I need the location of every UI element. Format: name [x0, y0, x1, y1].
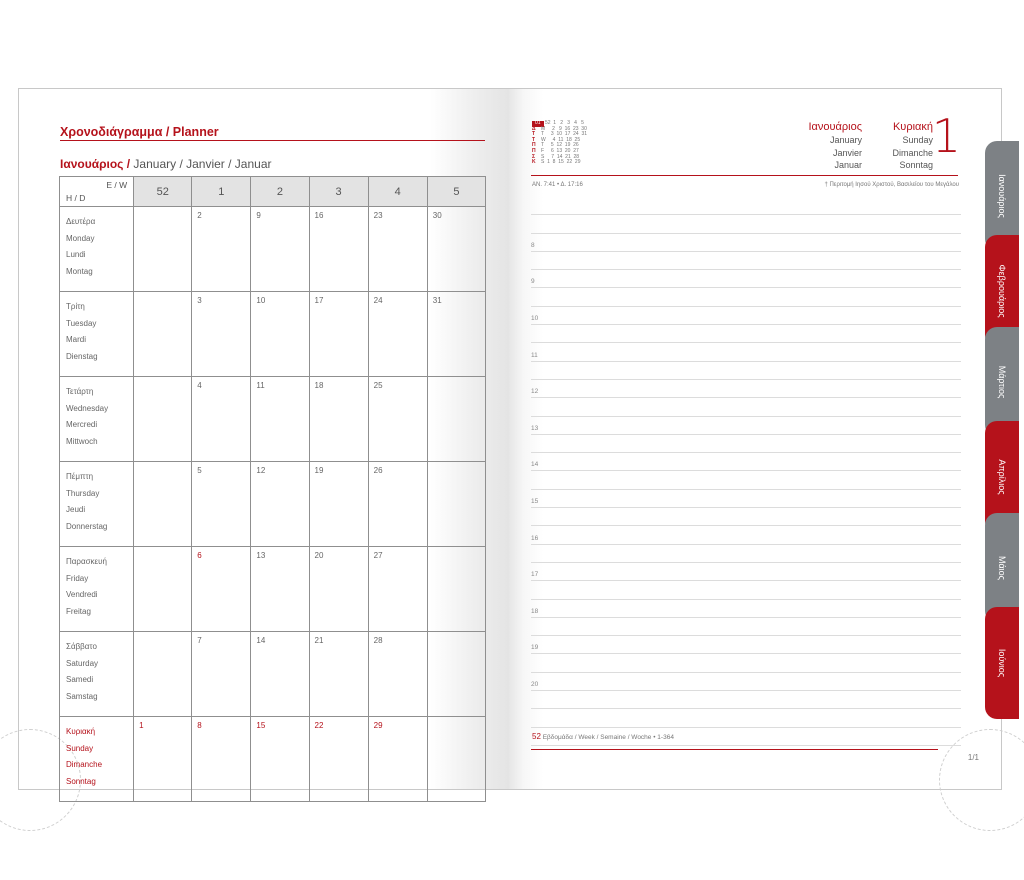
date-cell[interactable] [134, 547, 192, 632]
month-tab-label: Ιανουάριος [997, 174, 1007, 218]
weekday-greek: Κυριακή [892, 121, 933, 133]
hour-label: 17 [531, 571, 539, 579]
month-translations: January Janvier Januar [829, 135, 862, 171]
month-separator: / [126, 157, 131, 171]
hour-label: 18 [531, 607, 539, 615]
date-cell[interactable]: 14 [251, 632, 309, 717]
date-cell[interactable] [427, 377, 485, 462]
date-cell[interactable] [134, 462, 192, 547]
hour-line[interactable] [531, 471, 961, 489]
hour-label: 20 [531, 681, 539, 689]
date-cell[interactable]: 6 [192, 547, 251, 632]
planner-spread [18, 88, 1007, 790]
hour-line[interactable] [531, 563, 961, 581]
footer-rule [531, 749, 938, 750]
week-header-cell: 52 [134, 177, 192, 207]
date-cell[interactable]: 13 [251, 547, 309, 632]
day-name-cell: Παρασκευή Friday Vendredi Freitag [60, 547, 134, 632]
week-header-cell: 3 [309, 177, 368, 207]
table-row [60, 547, 486, 632]
date-cell[interactable]: 26 [368, 462, 427, 547]
month-tab-label: Ιούνιος [997, 648, 1007, 678]
page-title: Χρονοδιάγραμμα / Planner [60, 125, 219, 139]
right-page [509, 89, 1007, 789]
hour-line[interactable] [531, 691, 961, 709]
hour-line[interactable] [531, 417, 961, 435]
date-cell[interactable] [427, 462, 485, 547]
mini-calendar-day-label: Σ [532, 153, 536, 160]
hour-line[interactable] [531, 343, 961, 361]
hour-label: 14 [531, 461, 539, 469]
mini-calendar-day-label: Τ [532, 136, 536, 143]
hour-line[interactable] [531, 508, 961, 526]
hour-label: 15 [531, 498, 539, 506]
week-header-cell: 1 [192, 177, 251, 207]
date-cell[interactable]: 7 [192, 632, 251, 717]
mini-calendar-dates: F 6 13 20 27 [541, 147, 579, 154]
date-cell[interactable] [427, 547, 485, 632]
month-tab-label: Απρίλιος [997, 459, 1007, 495]
hour-line[interactable] [531, 215, 961, 233]
week-axis-label: E / W [106, 180, 128, 190]
table-row [60, 207, 486, 292]
hour-line[interactable] [531, 325, 961, 343]
mini-calendar-dates: W 4 11 18 25 [541, 136, 581, 143]
week-header-cell: 4 [368, 177, 427, 207]
date-cell[interactable] [134, 207, 192, 292]
date-cell[interactable]: 10 [251, 292, 309, 377]
mini-calendar-day-label: Δ [532, 125, 536, 132]
date-cell[interactable]: 5 [192, 462, 251, 547]
week-number: 52 [532, 732, 541, 741]
date-cell[interactable]: 1 [134, 717, 192, 802]
hour-label: 19 [531, 644, 539, 652]
date-cell[interactable] [427, 717, 485, 802]
week-header-row [60, 177, 486, 207]
month-tab-label: Μάρτιος [997, 365, 1007, 399]
week-footer [532, 732, 674, 741]
mini-calendar-dates: T 5 12 19 26 [541, 142, 579, 149]
date-cell[interactable]: 12 [251, 462, 309, 547]
date-cell[interactable]: 31 [427, 292, 485, 377]
hour-label: 11 [531, 351, 538, 359]
header-rule [531, 175, 958, 176]
date-cell[interactable] [134, 377, 192, 462]
week-footer-text: Εβδομάδα / Week / Semaine / Woche • 1-364 [540, 734, 674, 741]
hour-line[interactable] [531, 581, 961, 599]
table-row [60, 632, 486, 717]
mini-calendar-day-label: Κ [532, 159, 536, 166]
month-other-languages: January / Janvier / Januar [130, 157, 272, 171]
week-header-cell: 5 [427, 177, 485, 207]
hour-line[interactable] [531, 252, 961, 270]
hour-line[interactable] [531, 490, 961, 508]
month-heading [60, 157, 272, 171]
weekday-translations: Sunday Dimanche Sonntag [892, 135, 933, 171]
date-cell[interactable]: 2 [192, 207, 251, 292]
date-cell[interactable]: 22 [309, 717, 368, 802]
mini-calendar-weeks: 52 1 2 3 4 5 [543, 120, 584, 126]
date-cell[interactable]: 16 [309, 207, 368, 292]
mini-calendar-day-label: Π [532, 147, 536, 154]
date-cell[interactable]: 29 [368, 717, 427, 802]
date-cell[interactable]: 28 [368, 632, 427, 717]
month-tab-label: Φεβρουάριος [997, 264, 1007, 318]
month-greek: Ιανουάριος [808, 121, 862, 133]
month-greek: Ιανουάριος [60, 157, 124, 171]
date-cell[interactable]: 3 [192, 292, 251, 377]
date-cell[interactable]: 9 [251, 207, 309, 292]
hour-line[interactable] [531, 453, 961, 471]
date-cell[interactable]: 25 [368, 377, 427, 462]
date-cell[interactable]: 17 [309, 292, 368, 377]
left-page [19, 89, 509, 789]
hour-line[interactable] [531, 307, 961, 325]
mini-calendar-dates: S 7 14 21 28 [541, 153, 580, 160]
hour-line[interactable] [531, 545, 961, 563]
hour-lines [531, 197, 961, 746]
day-name-cell: Τρίτη Tuesday Mardi Dienstag [60, 292, 134, 377]
mini-calendar-dates: S 1 8 15 22 29 [541, 159, 581, 166]
mini-calendar-dates: T 3 10 17 24 31 [541, 131, 588, 138]
month-tab-label: Μάιος [997, 555, 1007, 581]
day-name-cell: Κυριακή Sunday Dimanche Sonntag [60, 717, 134, 802]
hour-label: 12 [531, 388, 539, 396]
hour-line[interactable] [531, 673, 961, 691]
date-cell[interactable]: 23 [368, 207, 427, 292]
hour-line[interactable] [531, 362, 961, 380]
day-name-cell: Σάββατο Saturday Samedi Samstag [60, 632, 134, 717]
hour-line[interactable] [531, 197, 961, 215]
day-name-cell: Πέμπτη Thursday Jeudi Donnerstag [60, 462, 134, 547]
date-cell[interactable]: 24 [368, 292, 427, 377]
mini-calendar-day-label: Π [532, 142, 536, 149]
mini-calendar [532, 121, 587, 166]
sunrise-sunset: ΑΝ. 7:41 • Δ. 17:16 [532, 182, 583, 188]
date-cell[interactable]: 21 [309, 632, 368, 717]
date-cell[interactable]: 27 [368, 547, 427, 632]
hour-label: 10 [531, 315, 539, 323]
hour-label: 8 [531, 241, 535, 249]
date-cell[interactable] [134, 292, 192, 377]
name-day-note: † Περιτομή Ιησού Χριστού, Βασιλείου του Μεγάλου [824, 182, 959, 188]
month-tab[interactable] [985, 607, 1019, 719]
date-cell[interactable]: 15 [251, 717, 309, 802]
week-header-cell: 2 [251, 177, 309, 207]
date-cell[interactable]: 19 [309, 462, 368, 547]
day-name-cell: Δευτέρα Monday Lundi Montag [60, 207, 134, 292]
hour-line[interactable] [531, 380, 961, 398]
hour-line[interactable] [531, 526, 961, 544]
date-cell[interactable]: 4 [192, 377, 251, 462]
table-row [60, 377, 486, 462]
hour-line[interactable] [531, 654, 961, 672]
date-cell[interactable]: 20 [309, 547, 368, 632]
day-axis-label: H / D [66, 193, 86, 203]
hour-line[interactable] [531, 636, 961, 654]
date-cell[interactable] [427, 632, 485, 717]
mini-calendar-row [532, 160, 587, 166]
date-cell[interactable] [134, 632, 192, 717]
hour-line[interactable] [531, 234, 961, 252]
hour-line[interactable] [531, 709, 961, 727]
title-rule [60, 140, 485, 141]
day-name-cell: Τετάρτη Wednesday Mercredi Mittwoch [60, 377, 134, 462]
hour-line[interactable] [531, 435, 961, 453]
hour-line[interactable] [531, 398, 961, 416]
date-cell[interactable]: 8 [192, 717, 251, 802]
table-corner [60, 177, 134, 207]
hour-line[interactable] [531, 288, 961, 306]
mini-calendar-dates: M 2 9 16 23 30 [541, 125, 587, 132]
day-number: 1 [931, 109, 961, 163]
month-planner-table [59, 176, 486, 802]
hour-label: 16 [531, 534, 539, 542]
month-badge: 01 [532, 121, 544, 127]
hour-line[interactable] [531, 270, 961, 288]
table-row [60, 292, 486, 377]
date-cell[interactable]: 11 [251, 377, 309, 462]
table-row [60, 462, 486, 547]
hour-label: 9 [531, 278, 535, 286]
date-cell[interactable]: 30 [427, 207, 485, 292]
mini-calendar-day-label: Τ [532, 131, 536, 138]
table-row [60, 717, 486, 802]
date-cell[interactable]: 18 [309, 377, 368, 462]
page-number: 1/1 [967, 753, 979, 762]
hour-label: 13 [531, 424, 539, 432]
hour-line[interactable] [531, 618, 961, 636]
hour-line[interactable] [531, 600, 961, 618]
